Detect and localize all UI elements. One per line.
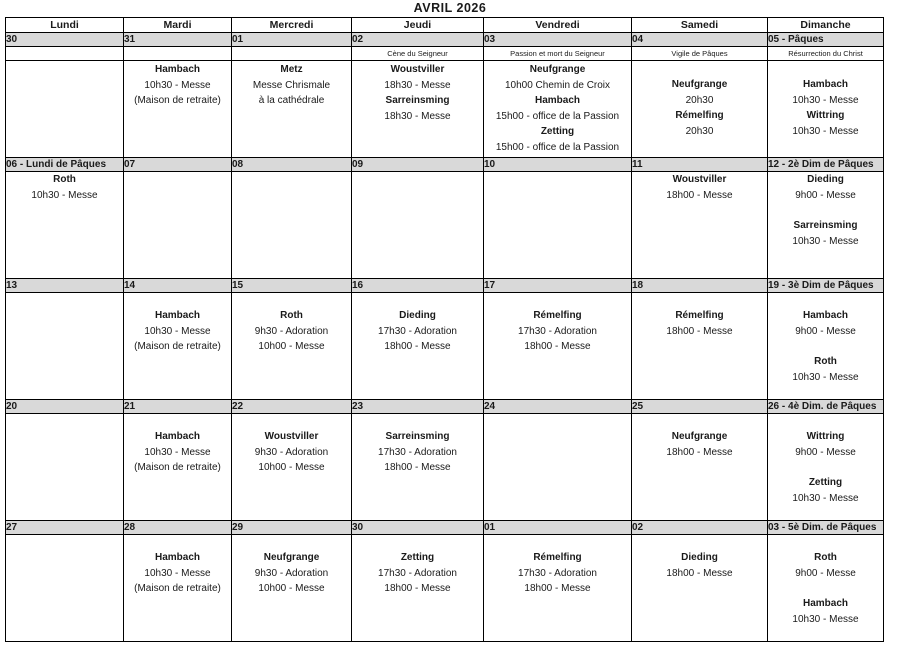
day-cell bbox=[768, 172, 884, 279]
event-detail: (Maison de retraite) bbox=[134, 583, 221, 594]
events-row bbox=[6, 535, 884, 642]
event-place: Woustviller bbox=[672, 174, 727, 185]
event bbox=[484, 124, 631, 155]
spacer bbox=[124, 414, 231, 429]
event bbox=[632, 308, 767, 339]
date-label: 11 bbox=[632, 158, 768, 172]
date-label: 09 bbox=[352, 158, 484, 172]
event bbox=[484, 93, 631, 124]
event-detail: 10h00 - Messe bbox=[258, 583, 325, 594]
spacer bbox=[768, 339, 883, 354]
event-detail: 18h00 - Messe bbox=[666, 325, 733, 337]
spacer bbox=[768, 581, 883, 596]
event-detail: (Maison de retraite) bbox=[134, 95, 221, 106]
event-detail: 17h30 - Adoration bbox=[518, 567, 597, 579]
calendar-table bbox=[5, 17, 884, 642]
date-label: 14 bbox=[124, 279, 232, 293]
day-cell bbox=[352, 414, 484, 521]
event-place: Hambach bbox=[802, 598, 848, 609]
event-detail: 18h00 - Messe bbox=[384, 583, 451, 594]
event bbox=[352, 429, 483, 476]
day-cell bbox=[768, 293, 884, 400]
event bbox=[632, 172, 767, 203]
weekday-wednesday: Mercredi bbox=[232, 18, 352, 33]
event-detail: 20h30 bbox=[685, 125, 714, 137]
event-place: Neufgrange bbox=[671, 431, 728, 442]
weekday-friday: Vendredi bbox=[484, 18, 632, 33]
spacer bbox=[768, 460, 883, 475]
spacer bbox=[124, 535, 231, 550]
day-cell bbox=[632, 535, 768, 642]
spacer bbox=[352, 293, 483, 308]
event-detail: 9h00 - Messe bbox=[795, 325, 856, 337]
day-cell bbox=[484, 535, 632, 642]
event-detail: 9h30 - Adoration bbox=[254, 567, 329, 579]
event-place: Woustviller bbox=[264, 431, 319, 442]
event-detail: 17h30 - Adoration bbox=[378, 325, 457, 337]
spacer bbox=[232, 293, 351, 308]
event-detail: 18h00 - Messe bbox=[524, 583, 591, 594]
date-label: 28 bbox=[124, 521, 232, 535]
event-detail: 18h00 - Messe bbox=[666, 446, 733, 458]
date-label: 30 bbox=[352, 521, 484, 535]
date-label: 08 bbox=[232, 158, 352, 172]
date-label: 17 bbox=[484, 279, 632, 293]
day-cell bbox=[232, 414, 352, 521]
event bbox=[484, 550, 631, 597]
date-label: 23 bbox=[352, 400, 484, 414]
calendar-title: AVRIL 2026 bbox=[413, 1, 487, 15]
calendar-body bbox=[6, 33, 884, 642]
event bbox=[232, 429, 351, 476]
events-row bbox=[6, 293, 884, 400]
event-place: Hambach bbox=[534, 95, 580, 106]
event-detail: 10h00 - Messe bbox=[258, 341, 325, 352]
spacer bbox=[768, 293, 883, 308]
liturgy-subtitle bbox=[232, 47, 351, 61]
spacer bbox=[484, 293, 631, 308]
date-label: 03 bbox=[484, 33, 632, 47]
event-place: Neufgrange bbox=[529, 64, 586, 75]
date-label: 18 bbox=[632, 279, 768, 293]
event-detail: 10h30 - Messe bbox=[144, 567, 211, 579]
event-detail: 10h30 - Messe bbox=[144, 325, 211, 337]
event-detail: 10h00 Chemin de Croix bbox=[504, 79, 611, 91]
weekday-saturday: Samedi bbox=[632, 18, 768, 33]
date-label: 22 bbox=[232, 400, 352, 414]
event bbox=[124, 308, 231, 355]
date-label: 06 - Lundi de Pâques bbox=[6, 158, 124, 172]
day-cell bbox=[484, 47, 632, 158]
day-cell bbox=[124, 535, 232, 642]
spacer bbox=[124, 293, 231, 308]
event-detail: (Maison de retraite) bbox=[134, 341, 221, 352]
event-place: Wittring bbox=[806, 110, 845, 121]
event-detail: 10h30 - Messe bbox=[792, 94, 859, 106]
day-cell bbox=[484, 172, 632, 279]
date-label: 20 bbox=[6, 400, 124, 414]
event bbox=[232, 62, 351, 109]
date-label: 19 - 3è Dim de Pâques bbox=[768, 279, 884, 293]
date-label-row bbox=[6, 279, 884, 293]
event-place: Sarreinsming bbox=[793, 220, 858, 231]
event bbox=[232, 308, 351, 355]
date-label: 02 bbox=[632, 521, 768, 535]
event-detail: 9h00 - Messe bbox=[795, 446, 856, 458]
day-cell bbox=[124, 172, 232, 279]
day-cell bbox=[768, 414, 884, 521]
date-label: 31 bbox=[124, 33, 232, 47]
date-label: 16 bbox=[352, 279, 484, 293]
event-detail: à la cathédrale bbox=[258, 95, 325, 106]
day-cell bbox=[352, 293, 484, 400]
spacer bbox=[632, 62, 767, 77]
event-detail: 20h30 bbox=[685, 94, 714, 106]
weekday-header-row bbox=[6, 18, 884, 33]
event-detail: 10h30 - Messe bbox=[792, 613, 859, 625]
day-cell bbox=[632, 293, 768, 400]
event-detail: 15h00 - office de la Passion bbox=[495, 141, 620, 153]
day-cell bbox=[232, 172, 352, 279]
event-place: Dieding bbox=[681, 552, 718, 563]
day-cell bbox=[768, 535, 884, 642]
liturgy-subtitle: Cène du Seigneur bbox=[352, 47, 483, 61]
event-detail: 10h30 - Messe bbox=[144, 79, 211, 91]
date-label-row bbox=[6, 521, 884, 535]
event-detail: 9h30 - Adoration bbox=[254, 446, 329, 458]
event-detail: 9h30 - Adoration bbox=[254, 325, 329, 337]
event bbox=[124, 550, 231, 597]
date-label: 04 bbox=[632, 33, 768, 47]
date-label: 15 bbox=[232, 279, 352, 293]
day-cell bbox=[6, 172, 124, 279]
event-place: Woustviller bbox=[390, 64, 445, 75]
event bbox=[768, 596, 883, 627]
event bbox=[352, 308, 483, 355]
date-label: 21 bbox=[124, 400, 232, 414]
day-cell bbox=[352, 172, 484, 279]
spacer bbox=[632, 293, 767, 308]
event-detail: 10h30 - Messe bbox=[792, 492, 859, 504]
event-detail: 10h30 - Messe bbox=[792, 125, 859, 137]
day-cell bbox=[232, 293, 352, 400]
spacer bbox=[768, 62, 883, 77]
event-place: Zetting bbox=[400, 552, 435, 563]
event-detail: 17h30 - Adoration bbox=[378, 567, 457, 579]
event bbox=[124, 62, 231, 109]
day-cell bbox=[124, 293, 232, 400]
event-place: Rémelfing bbox=[675, 310, 724, 321]
day-cell bbox=[352, 47, 484, 158]
date-label-row bbox=[6, 158, 884, 172]
date-label: 01 bbox=[232, 33, 352, 47]
day-cell bbox=[6, 535, 124, 642]
event-place: Roth bbox=[814, 356, 837, 367]
day-cell bbox=[6, 47, 124, 158]
liturgy-subtitle: Résurrection du Christ bbox=[768, 47, 883, 61]
event-place: Sarreinsming bbox=[385, 431, 450, 442]
weekday-thursday: Jeudi bbox=[352, 18, 484, 33]
event bbox=[6, 172, 123, 203]
date-label: 07 bbox=[124, 158, 232, 172]
event-place: Hambach bbox=[802, 310, 848, 321]
spacer bbox=[484, 535, 631, 550]
day-cell bbox=[6, 414, 124, 521]
date-label: 24 bbox=[484, 400, 632, 414]
event-detail: 10h30 - Messe bbox=[144, 446, 211, 458]
event-detail: 10h30 - Messe bbox=[792, 371, 859, 383]
event bbox=[768, 475, 883, 506]
event bbox=[768, 354, 883, 385]
date-label: 10 bbox=[484, 158, 632, 172]
event-place: Neufgrange bbox=[263, 552, 320, 563]
liturgy-subtitle bbox=[6, 47, 123, 61]
event-detail: 17h30 - Adoration bbox=[518, 325, 597, 337]
event-place: Sarreinsming bbox=[385, 95, 450, 106]
day-cell bbox=[232, 47, 352, 158]
event-detail: 18h00 - Messe bbox=[524, 341, 591, 352]
date-label: 12 - 2è Dim de Pâques bbox=[768, 158, 884, 172]
event-detail: 15h00 - office de la Passion bbox=[495, 110, 620, 122]
spacer bbox=[768, 414, 883, 429]
event-detail: 18h30 - Messe bbox=[384, 79, 451, 91]
event-place: Roth bbox=[280, 310, 303, 321]
date-label: 05 - Pâques bbox=[768, 33, 884, 47]
date-label: 01 bbox=[484, 521, 632, 535]
event bbox=[352, 550, 483, 597]
spacer bbox=[768, 535, 883, 550]
event-detail: 18h00 - Messe bbox=[384, 341, 451, 352]
event-place: Metz bbox=[280, 64, 303, 75]
spacer bbox=[632, 535, 767, 550]
event-place: Zetting bbox=[540, 126, 575, 137]
event-detail: 18h30 - Messe bbox=[384, 110, 451, 122]
date-label: 26 - 4è Dim. de Pâques bbox=[768, 400, 884, 414]
day-cell bbox=[632, 414, 768, 521]
event-detail: 17h30 - Adoration bbox=[378, 446, 457, 458]
liturgy-subtitle: Passion et mort du Seigneur bbox=[484, 47, 631, 61]
event bbox=[352, 62, 483, 93]
day-cell bbox=[768, 47, 884, 158]
event-detail: Messe Chrismale bbox=[252, 79, 331, 91]
day-cell bbox=[632, 172, 768, 279]
event-place: Hambach bbox=[154, 310, 200, 321]
spacer bbox=[352, 535, 483, 550]
event-place: Dieding bbox=[807, 174, 844, 185]
event bbox=[768, 77, 883, 108]
spacer bbox=[232, 414, 351, 429]
event bbox=[768, 172, 883, 203]
event-detail: 9h00 - Messe bbox=[795, 189, 856, 201]
date-label: 29 bbox=[232, 521, 352, 535]
event bbox=[632, 550, 767, 581]
date-label-row bbox=[6, 400, 884, 414]
day-cell bbox=[232, 535, 352, 642]
date-label: 30 bbox=[6, 33, 124, 47]
weekday-monday: Lundi bbox=[6, 18, 124, 33]
event-place: Roth bbox=[53, 174, 76, 185]
event-place: Neufgrange bbox=[671, 79, 728, 90]
event-place: Rémelfing bbox=[533, 552, 582, 563]
event-detail: 10h30 - Messe bbox=[792, 235, 859, 247]
day-cell bbox=[124, 47, 232, 158]
event-detail: 9h00 - Messe bbox=[795, 567, 856, 579]
event-place: Dieding bbox=[399, 310, 436, 321]
date-label: 03 - 5è Dim. de Pâques bbox=[768, 521, 884, 535]
event-place: Zetting bbox=[808, 477, 843, 488]
day-cell bbox=[124, 414, 232, 521]
liturgy-subtitle bbox=[124, 47, 231, 61]
liturgy-subtitle: Vigile de Pâques bbox=[632, 47, 767, 61]
event-place: Rémelfing bbox=[533, 310, 582, 321]
spacer bbox=[352, 414, 483, 429]
day-cell bbox=[352, 535, 484, 642]
event bbox=[768, 218, 883, 249]
event-place: Wittring bbox=[806, 431, 845, 442]
event bbox=[484, 308, 631, 355]
date-label: 25 bbox=[632, 400, 768, 414]
event-detail: 18h00 - Messe bbox=[666, 567, 733, 579]
event-detail: 10h30 - Messe bbox=[31, 189, 98, 201]
event bbox=[632, 429, 767, 460]
date-label-row bbox=[6, 33, 884, 47]
event bbox=[352, 93, 483, 124]
event-place: Rémelfing bbox=[675, 110, 724, 121]
event bbox=[768, 308, 883, 339]
event-detail: 18h00 - Messe bbox=[666, 189, 733, 201]
date-label: 27 bbox=[6, 521, 124, 535]
event-place: Hambach bbox=[154, 64, 200, 75]
event bbox=[632, 108, 767, 139]
spacer bbox=[232, 535, 351, 550]
day-cell bbox=[484, 293, 632, 400]
date-label: 02 bbox=[352, 33, 484, 47]
weekday-tuesday: Mardi bbox=[124, 18, 232, 33]
event-detail: (Maison de retraite) bbox=[134, 462, 221, 473]
event-detail: 10h00 - Messe bbox=[258, 462, 325, 473]
event bbox=[768, 550, 883, 581]
weekday-sunday: Dimanche bbox=[768, 18, 884, 33]
spacer bbox=[632, 414, 767, 429]
event bbox=[484, 62, 631, 93]
date-label: 13 bbox=[6, 279, 124, 293]
events-row bbox=[6, 47, 884, 158]
events-row bbox=[6, 414, 884, 521]
event-place: Roth bbox=[814, 552, 837, 563]
event-place: Hambach bbox=[802, 79, 848, 90]
event bbox=[632, 77, 767, 108]
event bbox=[124, 429, 231, 476]
event-detail: 18h00 - Messe bbox=[384, 462, 451, 473]
event bbox=[768, 108, 883, 139]
day-cell bbox=[6, 293, 124, 400]
event-place: Hambach bbox=[154, 431, 200, 442]
events-row bbox=[6, 172, 884, 279]
event-place: Hambach bbox=[154, 552, 200, 563]
spacer bbox=[768, 203, 883, 218]
event bbox=[768, 429, 883, 460]
day-cell bbox=[484, 414, 632, 521]
day-cell bbox=[632, 47, 768, 158]
event bbox=[232, 550, 351, 597]
